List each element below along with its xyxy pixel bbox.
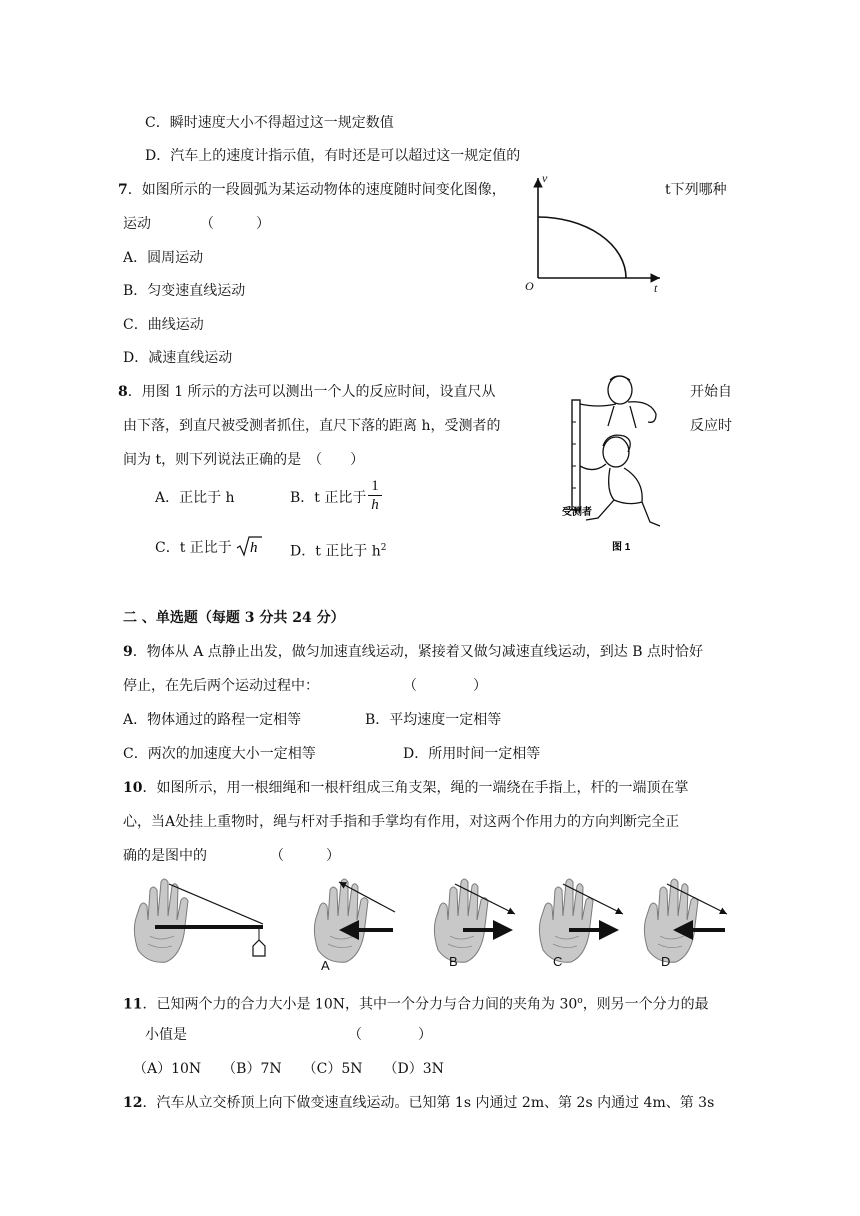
fraction-denominator: h bbox=[368, 495, 382, 514]
q7-option-d: D．减速直线运动 bbox=[123, 350, 233, 366]
weight-block bbox=[253, 940, 265, 956]
q8-reaction-figure bbox=[558, 370, 678, 560]
fraction-numerator: 1 bbox=[371, 478, 379, 494]
q7-stem-line1: 7．如图所示的一段圆弧为某运动物体的速度随时间变化图像， bbox=[118, 182, 506, 198]
q8-option-b-fraction bbox=[368, 477, 382, 514]
q10-number: 10 bbox=[123, 780, 143, 796]
holder-person-drawing bbox=[580, 376, 656, 428]
q11-stem-line1: 11．已知两个力的合力大小是 10N，其中一个分力与合力间的夹角为 30$^o$，则另一个分力的最 bbox=[123, 996, 709, 1013]
q10-reference-setup bbox=[134, 879, 265, 962]
q8-option-d: D．t 正比于 $h^2$ bbox=[290, 543, 387, 560]
q8-stem-line1-tail: 开始自 bbox=[690, 384, 732, 400]
q8-option-b: B．t 正比于 bbox=[290, 490, 367, 506]
q10-figure bbox=[125, 872, 745, 977]
q7-vt-graph bbox=[520, 170, 670, 295]
q10-option-d-figure bbox=[644, 879, 727, 969]
q10-label-a: A bbox=[321, 958, 330, 973]
q8-stem-line1: 8．用图 1 所示的方法可以测出一个人的反应时间，设直尺从 bbox=[118, 384, 496, 400]
q10-stem-line1: 10．如图所示，用一根细绳和一根杆组成三角支架，绳的一端绕在手指上，杆的一端顶在掌 bbox=[123, 780, 689, 796]
q9-stem-line1: 9．物体从 A 点静止出发，做匀加速直线运动，紧接着又做匀减速直线运动，到达 B 点时恰好 bbox=[123, 644, 703, 660]
q6-option-c: C．瞬时速度大小不得超过这一规定数值 bbox=[145, 115, 394, 131]
q11-options: （A）10N （B）7N （C）5N （D）3N bbox=[133, 1061, 444, 1077]
q8-figure-caption: 图 1 bbox=[612, 542, 631, 553]
q12-stem-line1: 12．汽车从立交桥顶上向下做变速直线运动。已知第 1s 内通过 2m、第 2s 内通过 4m、第 3s bbox=[123, 1095, 715, 1111]
q6-option-d: D．汽车上的速度计指示值，有时还是可以超过这一规定值的 bbox=[145, 148, 521, 164]
q8-option-c-radicand: h bbox=[250, 540, 258, 556]
q7-stem-line2: 运动 （ ） bbox=[123, 216, 270, 232]
q9-option-c: C．两次的加速度大小一定相等 bbox=[123, 746, 316, 762]
q7-origin-label: O bbox=[525, 279, 534, 293]
q11-number: 11 bbox=[123, 996, 143, 1013]
q7-stem-line1-tail: t下列哪种 bbox=[665, 182, 727, 198]
q9-option-b: B．平均速度一定相等 bbox=[365, 712, 502, 728]
q8-number: 8 bbox=[118, 384, 128, 400]
q11-stem-line2: 小值是 （ ） bbox=[145, 1027, 432, 1043]
q8-stem-line3: 间为 t，则下列说法正确的是 （ ） bbox=[123, 452, 365, 468]
q10-option-c-figure bbox=[539, 879, 623, 969]
subject-person-drawing bbox=[580, 435, 660, 526]
q8-stem-line2: 由下落，到直尺被受测者抓住，直尺下落的距离 h，受测者的 bbox=[123, 418, 501, 434]
q7-option-a: A．圆周运动 bbox=[123, 250, 204, 266]
q10-label-d: D bbox=[661, 954, 671, 969]
q10-label-b: B bbox=[449, 954, 458, 969]
q9-option-a: A．物体通过的路程一定相等 bbox=[123, 712, 302, 728]
q9-option-d: D．所用时间一定相等 bbox=[403, 746, 541, 762]
q7-option-c: C．曲线运动 bbox=[123, 317, 204, 333]
ruler bbox=[572, 400, 580, 510]
q10-stem-line3: 确的是图中的 （ ） bbox=[123, 848, 340, 864]
q10-stem-line2: 心，当A处挂上重物时，绳与杆对手指和手掌均有作用，对这两个作用力的方向判断完全正 bbox=[123, 814, 680, 830]
q7-number: 7 bbox=[118, 182, 128, 198]
q8-option-a: A．正比于 h bbox=[155, 490, 235, 506]
q12-number: 12 bbox=[123, 1095, 143, 1111]
q10-label-c: C bbox=[553, 954, 563, 969]
q8-stem-line2-tail: 反应时 bbox=[690, 418, 732, 434]
q10-option-a-figure bbox=[314, 879, 395, 973]
q8-figure-subject-label: 受测者 bbox=[562, 507, 592, 518]
q7-t-label: t bbox=[654, 281, 658, 295]
q7-arc bbox=[538, 217, 626, 278]
q9-stem-line2: 停止，在先后两个运动过程中： （ ） bbox=[123, 678, 487, 694]
sqrt-sign-icon bbox=[236, 535, 262, 557]
q9-number: 9 bbox=[123, 644, 133, 660]
section2-heading: 二 、单选题（每题 3 分共 24 分） bbox=[123, 610, 345, 626]
q7-v-label: v bbox=[542, 171, 548, 185]
q7-option-b: B．匀变速直线运动 bbox=[123, 283, 246, 299]
q8-option-c: C．t 正比于 bbox=[155, 540, 232, 556]
q10-option-b-figure bbox=[434, 879, 515, 969]
